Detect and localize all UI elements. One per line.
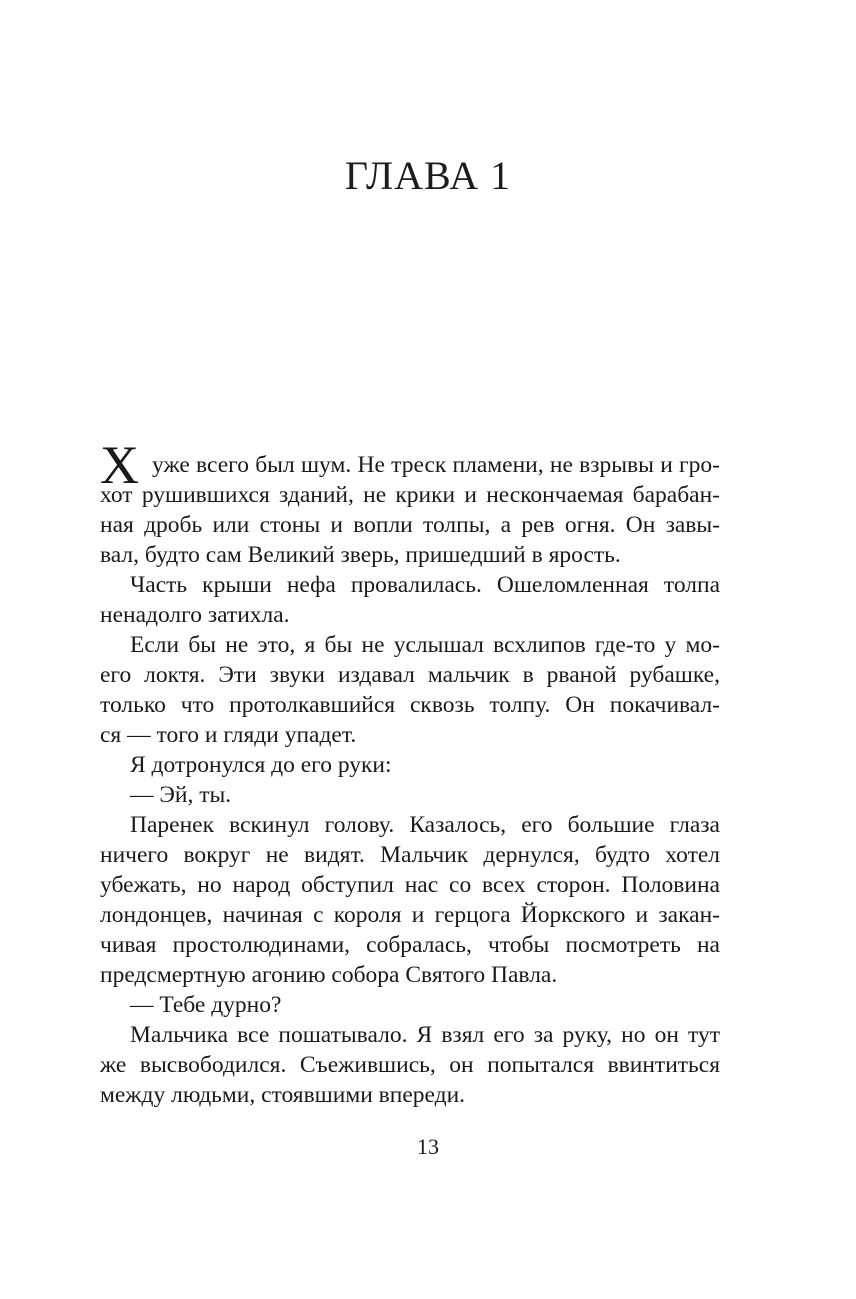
text-line: чивая простолюдинами, собралась, чтобы посмотреть на bbox=[100, 932, 720, 958]
text-line: между людьми, стоявшими впереди. bbox=[100, 1082, 466, 1108]
text-line: же высвободился. Съежившись, он попытался ввинтиться bbox=[100, 1052, 720, 1078]
text-line: — Тебе дурно? bbox=[130, 992, 282, 1018]
text-line: предсмертную агонию собора Святого Павла. bbox=[100, 962, 558, 988]
text-line: Паренек вскинул голову. Казалось, его большие глаза bbox=[130, 812, 720, 838]
text-line: — Эй, ты. bbox=[130, 782, 232, 808]
chapter-text bbox=[100, 435, 720, 1110]
text-line: Мальчика все пошатывало. Я взял его за руку, но он тут bbox=[130, 1022, 720, 1048]
text-line: Часть крыши нефа провалилась. Ошеломленная толпа bbox=[130, 572, 720, 598]
text-line: ненадолго затихла. bbox=[100, 602, 290, 628]
text-line: лондонцев, начиная с короля и герцога Йоркского и закан- bbox=[100, 902, 720, 928]
text-line: вал, будто сам Великий зверь, пришедший в ярость. bbox=[100, 542, 621, 568]
text-line: его локтя. Эти звуки издавал мальчик в рваной рубашке, bbox=[100, 662, 720, 688]
text-line: ная дробь или стоны и вопли толпы, а рев огня. Он завы- bbox=[100, 512, 720, 538]
text-line: ся — того и гляди упадет. bbox=[100, 722, 357, 748]
text-line: Если бы не это, я бы не услышал всхлипов где-то у мо- bbox=[130, 632, 720, 658]
text-line: ничего вокруг не видят. Мальчик дернулся, будто хотел bbox=[100, 842, 720, 868]
text-line: хот рушившихся зданий, не крики и нескончаемая барабан- bbox=[100, 482, 720, 508]
text-line: Я дотронулся до его руки: bbox=[130, 752, 392, 778]
first-line-text: уже всего был шум. Не треск пламени, не взрывы и гро- bbox=[152, 452, 720, 478]
text-line: убежать, но народ обступил нас со всех сторон. Половина bbox=[100, 872, 720, 898]
chapter-title: ГЛАВА 1 bbox=[344, 153, 512, 198]
dropcap-letter: Х bbox=[100, 435, 139, 495]
page-number: 13 bbox=[417, 1134, 439, 1159]
text-line: только что протолкавшийся сквозь толпу. Он покачивал- bbox=[100, 692, 720, 718]
